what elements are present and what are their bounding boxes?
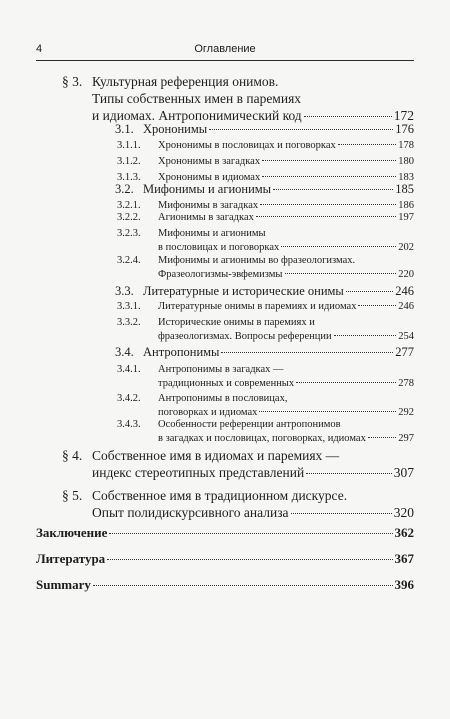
toc-entry-literature bbox=[36, 551, 414, 569]
toc-entry-number: 3.1.3. bbox=[117, 172, 141, 183]
toc-entry-title: Хрононимы в идиомах bbox=[158, 172, 261, 183]
toc-entry-3-2 bbox=[115, 182, 414, 198]
toc-entry-3-4 bbox=[115, 345, 414, 361]
leader-dots bbox=[107, 559, 392, 560]
toc-entry-number: § 3. bbox=[62, 74, 83, 89]
toc-entry-title-line: Антропонимы в загадках — bbox=[158, 364, 284, 375]
toc-entry-3-2-3 bbox=[117, 228, 414, 258]
toc-entry-page: 197 bbox=[398, 212, 414, 223]
toc-entry-page: 246 bbox=[395, 284, 414, 298]
toc-entry-3-4-3 bbox=[117, 419, 414, 449]
leader-dots bbox=[109, 533, 392, 534]
toc-entry-number: 3.2.3. bbox=[117, 228, 141, 239]
toc-entry-number: 3.4.2. bbox=[117, 393, 141, 404]
leader-dots bbox=[273, 189, 393, 190]
toc-entry-number: 3.3.1. bbox=[117, 301, 141, 312]
leader-dots bbox=[338, 144, 396, 145]
toc-entry-title: Хрононимы в пословицах и поговорках bbox=[158, 140, 336, 151]
toc-entry-title: и идиомах. Антропонимический код bbox=[92, 108, 302, 123]
toc-entry-3-3-2 bbox=[117, 317, 414, 347]
toc-entry-number: 3.1. bbox=[115, 122, 134, 136]
header-title: Оглавление bbox=[194, 43, 256, 55]
toc-entry-title-line: Мифонимы и агионимы во фразеологизмах. bbox=[158, 255, 356, 266]
toc-entry-page: 277 bbox=[395, 345, 414, 359]
toc-entry-title: Summary bbox=[36, 577, 91, 592]
toc-entry-title: Хрононимы в загадках bbox=[158, 156, 261, 167]
leader-dots bbox=[285, 273, 397, 274]
toc-entry-page: 183 bbox=[398, 172, 414, 183]
leader-dots bbox=[296, 382, 396, 383]
toc-entry-number: 3.2.4. bbox=[117, 255, 141, 266]
toc-entry-title: Заключение bbox=[36, 525, 108, 540]
leader-dots bbox=[291, 513, 392, 514]
toc-entry-number: 3.4. bbox=[115, 345, 134, 359]
toc-entry-page: 186 bbox=[398, 200, 414, 211]
toc-entry-title-line: Мифонимы и агионимы bbox=[158, 228, 266, 239]
toc-entry-title: Агионимы в загадках bbox=[158, 212, 254, 223]
page-number: 4 bbox=[36, 43, 43, 55]
leader-dots bbox=[368, 437, 396, 438]
toc-entry-number: 3.1.2. bbox=[117, 156, 141, 167]
toc-entry-3-2-4 bbox=[117, 255, 414, 285]
leader-dots bbox=[259, 411, 396, 412]
leader-dots bbox=[221, 352, 393, 353]
toc-entry-title: Антропонимы bbox=[143, 345, 220, 359]
toc-entry-title-line: Особенности референции антропонимов bbox=[158, 419, 341, 430]
toc-entry-number: 3.4.1. bbox=[117, 364, 141, 375]
toc-entry-page: 320 bbox=[393, 505, 414, 520]
toc-entry-page: 176 bbox=[395, 122, 414, 136]
toc-entry-title-line: Антропонимы в пословицах, bbox=[158, 393, 288, 404]
leader-dots bbox=[346, 291, 393, 292]
toc-entry-title-line: Исторические онимы в паремиях и bbox=[158, 317, 315, 328]
leader-dots bbox=[304, 116, 392, 117]
toc-entry-page: 367 bbox=[394, 551, 414, 566]
toc-entry-page: 297 bbox=[398, 433, 414, 444]
toc-entry-title: Литература bbox=[36, 551, 106, 566]
toc-entry-page: 292 bbox=[398, 407, 414, 418]
toc-entry-title-line: Собственное имя в идиомах и паремиях — bbox=[92, 448, 340, 463]
toc-entry-title: фразеологизмах. Вопросы референции bbox=[158, 331, 332, 342]
toc-entry-3-3 bbox=[115, 284, 414, 300]
leader-dots bbox=[209, 129, 393, 130]
leader-dots bbox=[281, 246, 396, 247]
toc-entry-title: Литературные и исторические онимы bbox=[143, 284, 344, 298]
toc-entry-page: 307 bbox=[393, 465, 414, 480]
toc-entry-page: 172 bbox=[393, 108, 414, 123]
leader-dots bbox=[334, 335, 397, 336]
toc-entry-page: 202 bbox=[398, 242, 414, 253]
toc-entry-number: § 5. bbox=[62, 488, 83, 503]
toc-entry-number: 3.2. bbox=[115, 182, 134, 196]
toc-entry-number: 3.1.1. bbox=[117, 140, 141, 151]
toc-entry-3-1-2 bbox=[117, 156, 414, 170]
toc-entry-title: Мифонимы и агионимы bbox=[143, 182, 272, 196]
toc-entry-number: § 4. bbox=[62, 448, 83, 463]
toc-entry-title: традиционных и современных bbox=[158, 378, 295, 389]
toc-entry-number: 3.3. bbox=[115, 284, 134, 298]
leader-dots bbox=[262, 160, 396, 161]
toc-entry-title: в загадках и пословицах, поговорках, идиомах bbox=[158, 433, 366, 444]
toc-entry-page: 178 bbox=[398, 140, 414, 151]
toc-entry-title: индекс стереотипных представлений bbox=[92, 465, 305, 480]
toc-entry-title: Мифонимы в загадках bbox=[158, 200, 259, 211]
leader-dots bbox=[262, 176, 396, 177]
toc-entry-title: Фразеологизмы-эвфемизмы bbox=[158, 269, 283, 280]
toc-entry-conclusion bbox=[36, 525, 414, 543]
toc-entry-summary bbox=[36, 577, 414, 595]
toc-entry-page: 362 bbox=[394, 525, 414, 540]
leader-dots bbox=[260, 204, 396, 205]
toc-entry-number: 3.2.2. bbox=[117, 212, 141, 223]
toc-entry-3-1-1 bbox=[117, 140, 414, 154]
toc-entry-title-line: Собственное имя в традиционном дискурсе. bbox=[92, 488, 348, 503]
toc-entry-number: 3.2.1. bbox=[117, 200, 141, 211]
toc-entry-title: Хрононимы bbox=[143, 122, 208, 136]
toc-entry-3-2-2 bbox=[117, 212, 414, 226]
toc-entry-page: 396 bbox=[394, 577, 414, 592]
toc-entry-page: 180 bbox=[398, 156, 414, 167]
toc-entry-3-1 bbox=[115, 122, 414, 138]
toc-entry-page: 254 bbox=[398, 331, 414, 342]
toc-entry-title: в пословицах и поговорках bbox=[158, 242, 280, 253]
leader-dots bbox=[358, 305, 396, 306]
leader-dots bbox=[306, 473, 392, 474]
toc-entry-s5 bbox=[62, 488, 414, 522]
toc-entry-page: 246 bbox=[398, 301, 414, 312]
toc-entry-title: поговорках и идиомах bbox=[158, 407, 258, 418]
toc-entry-title: Опыт полидискурсивного анализа bbox=[92, 505, 289, 520]
leader-dots bbox=[256, 216, 396, 217]
toc-entry-page: 185 bbox=[395, 182, 414, 196]
toc-entry-title-line: Культурная референция онимов. bbox=[92, 74, 279, 89]
toc-entry-number: 3.4.3. bbox=[117, 419, 141, 430]
toc-entry-3-3-1 bbox=[117, 301, 414, 315]
toc-entry-s4 bbox=[62, 448, 414, 482]
leader-dots bbox=[93, 585, 393, 586]
toc-entry-title-line: Типы собственных имен в паремиях bbox=[92, 91, 302, 106]
toc-entry-number: 3.3.2. bbox=[117, 317, 141, 328]
toc-entry-page: 278 bbox=[398, 378, 414, 389]
toc-entry-title: Литературные онимы в паремиях и идиомах bbox=[158, 301, 357, 312]
toc-entry-3-4-1 bbox=[117, 364, 414, 394]
toc-entry-page: 220 bbox=[398, 269, 414, 280]
toc-entry-s3 bbox=[62, 74, 414, 124]
